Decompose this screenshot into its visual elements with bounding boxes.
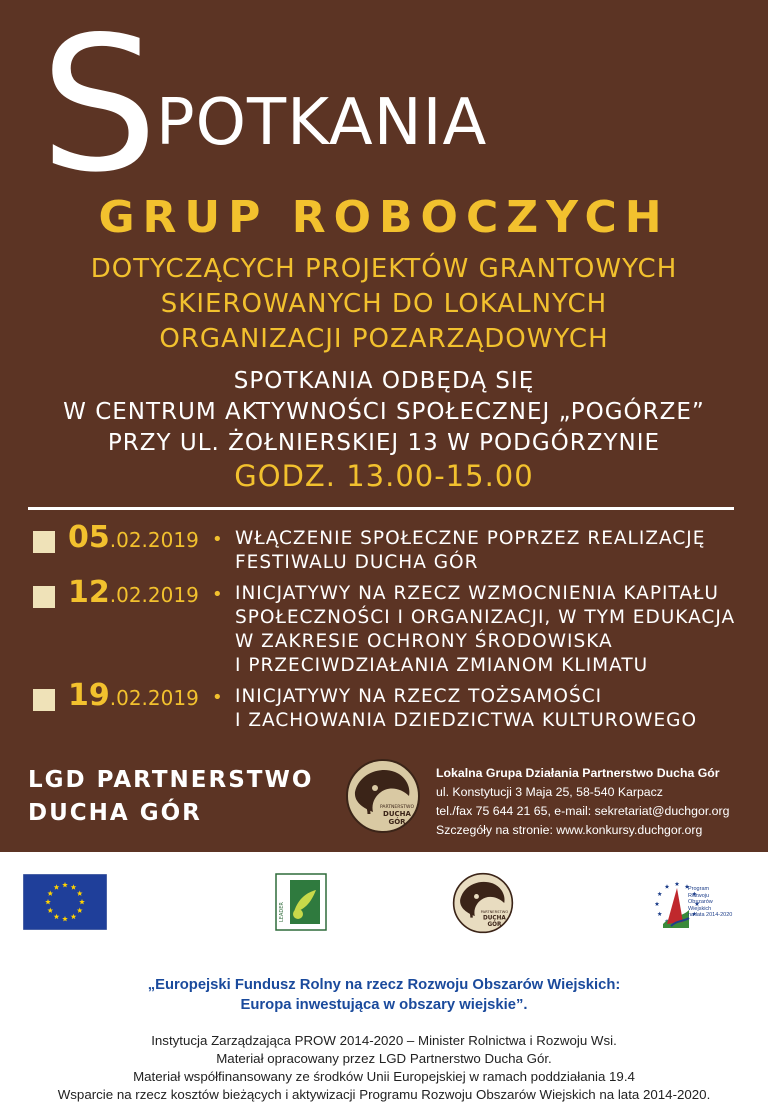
- event-date: [68, 678, 199, 713]
- footer-line: Materiał opracowany przez LGD Partnerstwo Ducha Gór.: [216, 1051, 552, 1066]
- event-description: [235, 685, 697, 733]
- event-line: I ZACHOWANIA DZIEDZICTWA KULTUROWEGO: [235, 710, 698, 731]
- subtitle-line: ORGANIZACJI POZARZĄDOWYCH: [159, 324, 609, 354]
- prow-line: Wiejskich: [688, 905, 712, 912]
- contact-phone: tel./fax 75 644 21 65, e-mail: sekretariat@duchgor.org: [436, 804, 730, 818]
- prow-line: na lata 2014-2020: [688, 912, 733, 918]
- logo-text: PARTNERSTWO: [480, 909, 509, 914]
- leader-logo: [268, 872, 330, 934]
- prow-line: Rozwoju: [688, 892, 710, 899]
- logo-text: PARTNERSTWO: [380, 805, 414, 810]
- venue-line: PRZY UL. ŻOŁNIERSKIEJ 13 W PODGÓRZYNIE: [107, 430, 661, 456]
- event-description: [235, 582, 735, 678]
- prow-star-icon: [665, 884, 670, 888]
- event-day: 05: [68, 520, 110, 555]
- prow-text: [688, 886, 732, 919]
- organizer-name-line: DUCHA GÓR: [28, 800, 202, 826]
- meeting-hours: GODZ. 13.00-15.00: [234, 459, 534, 493]
- logo-text: DUCHA: [383, 810, 411, 818]
- event-line: I PRZECIWDZIAŁANIA ZMIANOM KLIMATU: [235, 655, 649, 676]
- event-date: [68, 575, 199, 610]
- lgd-ducha-gor-logo-small: [452, 872, 514, 934]
- subtitle-secondary: [0, 252, 768, 357]
- organizer-name: [28, 764, 313, 830]
- event-description: [235, 527, 705, 575]
- eafrd-quote: [0, 975, 768, 1015]
- event-line: FESTIWALU DUCHA GÓR: [235, 552, 479, 573]
- prow-star-icon: [655, 902, 659, 906]
- contact-info: [436, 764, 729, 840]
- event-line: INICJATYWY NA RZECZ WZMOCNIENIA KAPITAŁU: [235, 583, 719, 604]
- contact-org: Lokalna Grupa Działania Partnerstwo Ducha Gór: [436, 766, 720, 780]
- quote-line: Europa inwestująca w obszary wiejskie”.: [240, 997, 528, 1013]
- prow-line: Obszarów: [688, 899, 713, 905]
- footer-line: Wsparcie na rzecz kosztów bieżących i aktywizacji Programu Rozwoju Obszarów Wiejskich na lata 2014-2020.: [57, 1087, 711, 1102]
- event-day: 19: [68, 678, 110, 713]
- bullet-square: [33, 531, 55, 553]
- quote-line: „Europejski Fundusz Rolny na rzecz Rozwoju Obszarów Wiejskich:: [147, 977, 621, 993]
- bullet-square: [33, 689, 55, 711]
- divider: [28, 507, 734, 510]
- event-month-year: .02.2019: [109, 528, 199, 552]
- subtitle-main: GRUP ROBOCZYCH: [98, 192, 670, 243]
- subtitle-line: SKIEROWANYCH DO LOKALNYCH: [160, 289, 608, 319]
- venue-line: W CENTRUM AKTYWNOŚCI SPOŁECZNEJ „POGÓRZE”: [63, 399, 705, 425]
- organizer-name-line: LGD PARTNERSTWO: [28, 767, 314, 793]
- eu-flag-icon: [23, 874, 107, 930]
- separator-dot: •: [212, 529, 223, 550]
- event-line: SPOŁECZNOŚCI I ORGANIZACJI, W TYM EDUKACJA: [235, 607, 736, 628]
- footer-line: Materiał współfinansowany ze środków Unii Europejskiej w ramach poddziałania 19.4: [133, 1069, 635, 1084]
- event-day: 12: [68, 575, 110, 610]
- separator-dot: •: [212, 687, 223, 708]
- contact-address: ul. Konstytucji 3 Maja 25, 58-540 Karpacz: [436, 785, 663, 799]
- contact-web: Szczegóły na stronie: www.konkursy.duchgor.org: [436, 823, 703, 837]
- prow-star-icon: [675, 882, 680, 886]
- prow-star-icon: [657, 912, 662, 916]
- separator-dot: •: [212, 584, 223, 605]
- logo-text: DUCHA: [483, 915, 506, 922]
- subtitle-line: DOTYCZĄCYCH PROJEKTÓW GRANTOWYCH: [90, 254, 678, 284]
- title-rest: POTKANIA: [156, 86, 488, 160]
- event-line: W ZAKRESIE OCHRONY ŚRODOWISKA: [235, 631, 613, 652]
- event-date: [68, 520, 199, 555]
- title-initial: S: [40, 0, 159, 213]
- event-month-year: .02.2019: [109, 583, 199, 607]
- bullet-square: [33, 586, 55, 608]
- venue-info: [0, 366, 768, 459]
- event-month-year: .02.2019: [109, 686, 199, 710]
- venue-line: SPOTKANIA ODBĘDĄ SIĘ: [233, 368, 535, 394]
- footer-notes: [0, 1032, 768, 1104]
- event-line: INICJATYWY NA RZECZ TOŻSAMOŚCI: [235, 686, 603, 707]
- leader-text: LEADER: [279, 902, 285, 922]
- prow-star-icon: [657, 892, 662, 896]
- prow-line: Program: [688, 886, 710, 892]
- logo-text: GÓR: [487, 921, 502, 928]
- logo-text: GÓR: [388, 818, 406, 826]
- event-line: WŁĄCZENIE SPOŁECZNE POPRZEZ REALIZACJĘ: [235, 528, 706, 549]
- footer-line: Instytucja Zarządzająca PROW 2014-2020 – Minister Rolnictwa i Rozwoju Wsi.: [151, 1033, 617, 1048]
- lgd-ducha-gor-logo: [345, 758, 421, 834]
